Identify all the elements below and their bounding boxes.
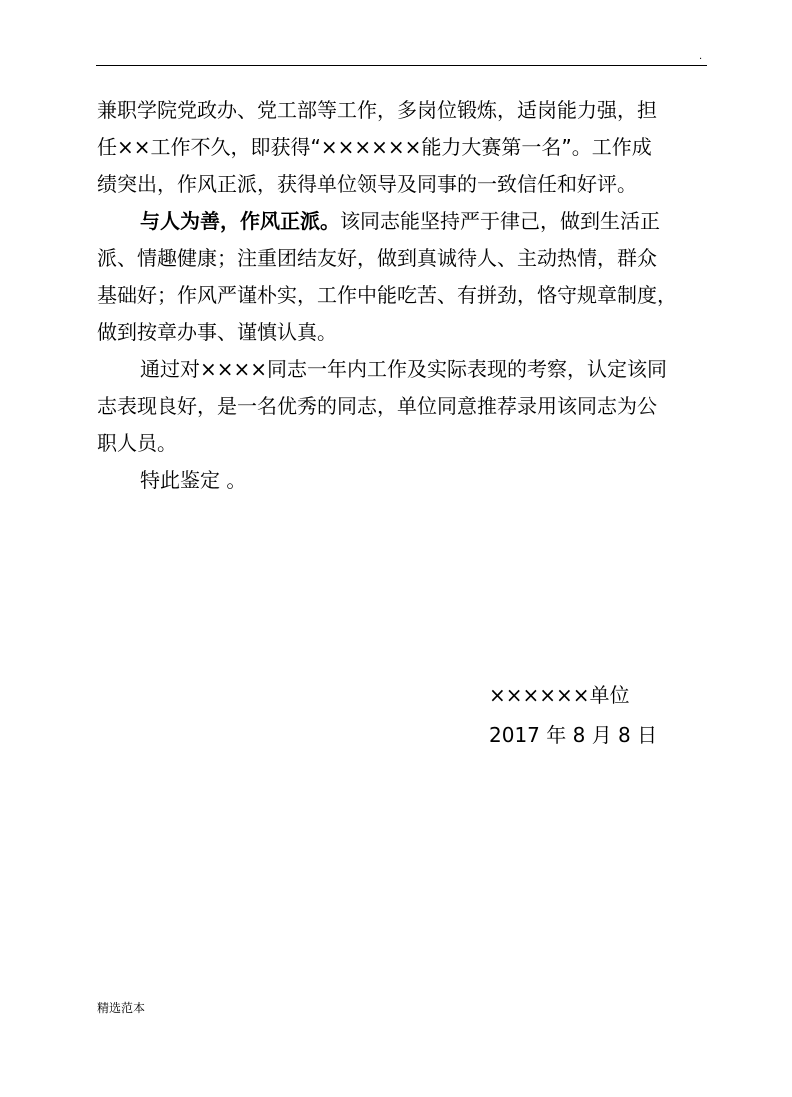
paragraph-2-heading: 与人为善，作风正派。 [140,209,340,233]
paragraph-3-line-3: 职人员。 [97,431,177,455]
header-rule [96,65,707,66]
paragraph-1-line-3: 绩突出，作风正派，获得单位领导及同事的一致信任和好评。 [97,172,637,196]
header-mark: . [699,51,703,62]
paragraph-1-line-1: 兼职学院党政办、党工部等工作，多岗位锻炼，适岗能力强，担 [97,98,657,122]
signature-block [489,675,657,755]
paragraph-2-line-3: 基础好；作风严谨朴实，工作中能吃苦、有拼劲，恪守规章制度， [97,283,677,307]
paragraph-1-line-2: 任××工作不久，即获得“××××××能力大赛第一名”。工作成 [97,135,652,159]
signature-unit: ××××××单位 [489,683,630,707]
paragraph-2-line-4: 做到按章办事、谨慎认真。 [97,320,337,344]
paragraph-2-line-2: 派、情趣健康；注重团结友好，做到真诚待人、主动热情，群众 [97,246,657,270]
paragraph-2-line-1 [97,203,737,240]
footer-label: 精选范本 [97,1001,146,1015]
paragraph-3-line-2: 志表现良好，是一名优秀的同志，单位同意推荐录用该同志为公 [97,394,657,418]
paragraph-3-line-1: 通过对××××同志一年内工作及实际表现的考察，认定该同 [140,357,668,381]
document-body [97,92,737,499]
closing-statement: 特此鉴定 。 [140,468,247,492]
signature-date: 2017 年 8 月 8 日 [489,723,658,747]
paragraph-2-line-1-text: 该同志能坚持严于律己，做到生活正 [340,209,660,233]
